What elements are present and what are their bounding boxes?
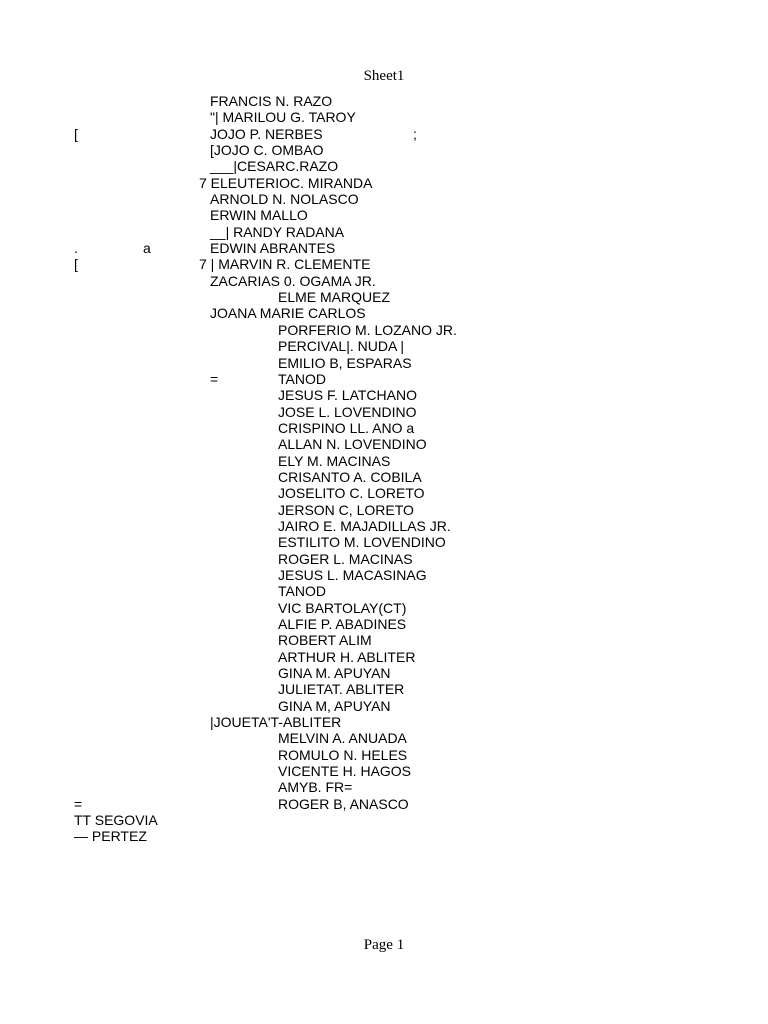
name-cell: ZACARIAS 0. OGAMA JR. bbox=[210, 272, 376, 289]
sheet-row bbox=[0, 126, 768, 142]
sheet-content bbox=[0, 93, 768, 845]
stray-mark: a bbox=[143, 240, 151, 257]
name-cell: EMILIO B, ESPARAS bbox=[278, 354, 412, 371]
name-cell: JULIETAT. ABLITER bbox=[278, 681, 405, 698]
sheet-row bbox=[0, 207, 768, 223]
sheet-row bbox=[0, 224, 768, 240]
name-cell: ALLAN N. LOVENDINO bbox=[278, 436, 427, 453]
sheet-row bbox=[0, 747, 768, 763]
name-cell: PORFERIO M. LOZANO JR. bbox=[278, 321, 457, 338]
name-cell: JOSELITO C. LORETO bbox=[278, 485, 425, 502]
section-label: TANOD bbox=[278, 583, 326, 600]
name-cell: JOSE L. LOVENDINO bbox=[278, 403, 417, 420]
name-cell: JOANA MARIE CARLOS bbox=[210, 305, 366, 322]
sheet-row bbox=[0, 175, 768, 191]
stray-mark: ; bbox=[413, 125, 417, 142]
sheet-row bbox=[0, 534, 768, 550]
name-cell: ROGER L. MACINAS bbox=[278, 550, 413, 567]
name-cell: "| MARILOU G. TAROY bbox=[210, 109, 356, 126]
sheet-row bbox=[0, 485, 768, 501]
name-cell: JERSON C, LORETO bbox=[278, 501, 414, 518]
name-cell: JESUS F. LATCHANO bbox=[278, 387, 417, 404]
sheet-row bbox=[0, 567, 768, 583]
sheet-row bbox=[0, 289, 768, 305]
sheet-row bbox=[0, 779, 768, 795]
name-cell: EDWIN ABRANTES bbox=[210, 240, 336, 257]
sheet-row bbox=[0, 404, 768, 420]
name-cell: VIC BARTOLAY(CT) bbox=[278, 599, 407, 616]
name-cell: GINA M. APUYAN bbox=[278, 665, 391, 682]
page-number: Page 1 bbox=[363, 937, 405, 953]
name-cell: GINA M, APUYAN bbox=[278, 697, 391, 714]
name-cell: FRANCIS N. RAZO bbox=[210, 93, 333, 109]
name-cell: ROMULO N. HELES bbox=[278, 746, 408, 763]
name-cell: ARTHUR H. ABLITER bbox=[278, 648, 416, 665]
name-cell: ERWIN MALLO bbox=[210, 207, 308, 224]
name-cell: ELY M. MACINAS bbox=[278, 452, 391, 469]
name-cell: PERCIVAL|. NUDA | bbox=[278, 338, 405, 355]
name-cell: |JOUETA'T-ABLITER bbox=[210, 714, 342, 731]
sheet-row bbox=[0, 502, 768, 518]
sheet-row bbox=[0, 714, 768, 730]
sheet-row bbox=[0, 469, 768, 485]
sheet-row bbox=[0, 305, 768, 321]
sheet-title: Sheet1 bbox=[363, 68, 405, 84]
name-cell: TT SEGOVIA bbox=[74, 812, 158, 829]
sheet-row bbox=[0, 812, 768, 828]
margin-mark: [ bbox=[74, 256, 78, 273]
name-cell: ELME MARQUEZ bbox=[278, 289, 391, 306]
name-cell: CRISPINO LL. ANO a bbox=[278, 419, 415, 436]
sheet-row bbox=[0, 158, 768, 174]
sheet-row bbox=[0, 256, 768, 272]
sheet-row bbox=[0, 371, 768, 387]
name-cell: ESTILITO M. LOVENDINO bbox=[278, 534, 446, 551]
sheet-row bbox=[0, 93, 768, 109]
name-cell: 7 | MARVIN R. CLEMENTE bbox=[199, 256, 371, 273]
sheet-row bbox=[0, 763, 768, 779]
name-cell: — PERTEZ bbox=[74, 828, 147, 845]
sheet-row bbox=[0, 453, 768, 469]
sheet-row bbox=[0, 322, 768, 338]
sheet-row bbox=[0, 387, 768, 403]
stray-mark: = bbox=[74, 795, 83, 812]
sheet-row bbox=[0, 828, 768, 844]
sheet-row bbox=[0, 698, 768, 714]
sheet-row bbox=[0, 355, 768, 371]
name-cell: [JOJO C. OMBAO bbox=[210, 142, 324, 159]
sheet-row bbox=[0, 665, 768, 681]
sheet-row bbox=[0, 616, 768, 632]
sheet-row bbox=[0, 600, 768, 616]
name-cell: ALFIE P. ABADINES bbox=[278, 616, 407, 632]
name-cell: ___|CESARC.RAZO bbox=[210, 158, 339, 175]
name-cell: JESUS L. MACASINAG bbox=[278, 566, 427, 583]
sheet-row bbox=[0, 420, 768, 436]
sheet-row bbox=[0, 240, 768, 256]
sheet-row bbox=[0, 632, 768, 648]
name-cell: MELVIN A. ANUADA bbox=[278, 730, 407, 747]
sheet-row bbox=[0, 681, 768, 697]
sheet-row bbox=[0, 551, 768, 567]
margin-mark: . bbox=[74, 240, 78, 257]
sheet-row bbox=[0, 273, 768, 289]
name-cell: JOJO P. NERBES bbox=[210, 125, 323, 142]
sheet-row bbox=[0, 109, 768, 125]
name-cell: __| RANDY RADANA bbox=[210, 223, 345, 240]
name-cell: VICENTE H. HAGOS bbox=[278, 763, 412, 780]
name-cell: CRISANTO A. COBILA bbox=[278, 468, 422, 485]
sheet-row bbox=[0, 518, 768, 534]
sheet-row bbox=[0, 583, 768, 599]
sheet-row bbox=[0, 338, 768, 354]
name-cell: ROGER B, ANASCO bbox=[278, 795, 409, 812]
sheet-row bbox=[0, 142, 768, 158]
stray-mark: = bbox=[210, 370, 219, 387]
name-cell: ARNOLD N. NOLASCO bbox=[210, 191, 359, 208]
sheet-row bbox=[0, 191, 768, 207]
name-cell: AMYB. FR= bbox=[278, 779, 353, 796]
sheet-row bbox=[0, 796, 768, 812]
name-cell: 7 ELEUTERIOC. MIRANDA bbox=[199, 174, 373, 191]
sheet-row bbox=[0, 436, 768, 452]
sheet-row bbox=[0, 649, 768, 665]
section-label: TANOD bbox=[278, 370, 326, 387]
name-cell: JAIRO E. MAJADILLAS JR. bbox=[278, 517, 451, 534]
name-cell: ROBERT ALIM bbox=[278, 632, 372, 649]
sheet-row bbox=[0, 730, 768, 746]
margin-mark: [ bbox=[74, 125, 78, 142]
